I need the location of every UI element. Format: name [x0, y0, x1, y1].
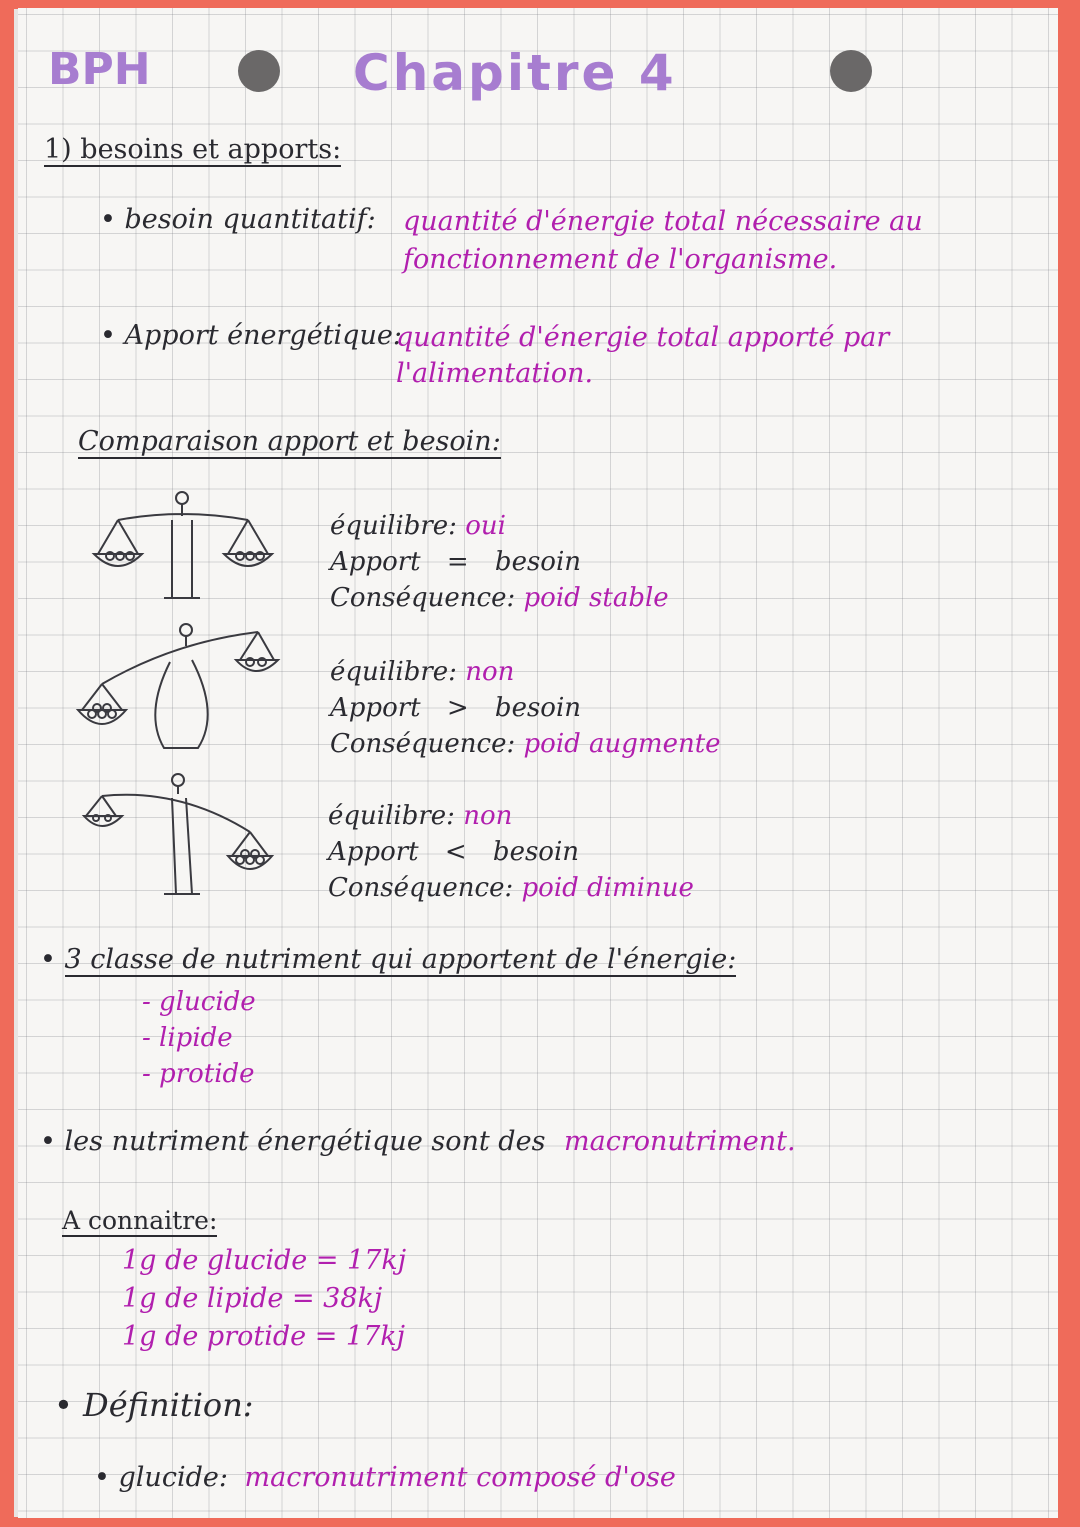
bullet: •	[100, 204, 125, 235]
equilibre-value: non	[465, 657, 515, 687]
row-equals: =	[315, 1245, 339, 1276]
definition-term: glucide:	[118, 1462, 228, 1493]
definition-text: macronutriment composé d'ose	[244, 1462, 676, 1493]
energy-values-list	[122, 1242, 406, 1356]
chapter-title: Chapitre 4	[353, 44, 677, 102]
row-nutrient: lipide	[206, 1283, 284, 1314]
row-value: 17kj	[347, 1245, 407, 1276]
nutrients-heading-row	[40, 944, 736, 975]
definition-besoin-line2: fonctionnement de l'organisme.	[403, 244, 838, 275]
row-equals: =	[291, 1283, 315, 1314]
row-value: 38kj	[323, 1283, 383, 1314]
a-connaitre-heading: A connaitre:	[62, 1206, 218, 1235]
bullet: •	[54, 1386, 84, 1424]
term-apport-energetique: Apport énergétique:	[124, 320, 402, 351]
row-value: 17kj	[345, 1321, 406, 1352]
comparison-case-1	[330, 508, 669, 616]
nutrients-heading: 3 classe de nutriment qui apportent de l'énergie:	[64, 944, 737, 975]
equilibre-value: oui	[465, 511, 506, 541]
definition-heading: Définition:	[83, 1386, 254, 1424]
row-equals: =	[314, 1321, 338, 1352]
apport-label: Apport	[328, 837, 419, 867]
definition-apport-line1: quantité d'énergie total apporté par	[396, 322, 890, 353]
consequence-label: Conséquence:	[330, 583, 516, 613]
definition-glucide-row	[94, 1462, 676, 1493]
statement-highlight: macronutriment.	[564, 1126, 796, 1157]
nutrient-list	[142, 984, 256, 1092]
definition-besoin-line1: quantité d'énergie total nécessaire au	[403, 206, 923, 237]
row-prefix: 1g de	[122, 1321, 199, 1352]
overweight-scale-drawing	[74, 614, 284, 754]
comparison-case-2	[330, 654, 721, 762]
consequence-label: Conséquence:	[330, 729, 516, 759]
bullet: •	[100, 320, 125, 351]
equilibre-label: équilibre:	[330, 657, 457, 687]
nutrient-item-glucide: - glucide	[142, 987, 256, 1017]
consequence-label: Conséquence:	[328, 873, 514, 903]
energy-row-protide	[122, 1318, 406, 1356]
punch-hole-left	[238, 50, 280, 92]
consequence-value: poid augmente	[523, 729, 721, 759]
consequence-value: poid stable	[523, 583, 669, 613]
page-border-left	[0, 0, 14, 1527]
besoin-label: besoin	[492, 837, 580, 867]
equilibre-label: équilibre:	[328, 801, 455, 831]
energy-row-glucide	[122, 1242, 406, 1280]
relation-symbol: >	[446, 693, 469, 723]
relation-symbol: =	[446, 547, 469, 577]
energy-row-lipide	[122, 1280, 406, 1318]
consequence-value: poid diminue	[521, 873, 694, 903]
equilibre-label: équilibre:	[330, 511, 457, 541]
term-besoin-quantitatif: besoin quantitatif:	[124, 204, 376, 235]
statement-text: les nutriment énergétique sont des	[64, 1126, 546, 1157]
balanced-scale-drawing	[88, 486, 298, 606]
comparison-heading: Comparaison apport et besoin:	[78, 426, 501, 457]
subject-title: BPH	[48, 44, 151, 95]
apport-label: Apport	[330, 693, 421, 723]
definition-item-besoin	[100, 204, 376, 235]
relation-symbol: <	[444, 837, 467, 867]
row-nutrient: protide	[206, 1321, 307, 1352]
macronutrient-statement	[40, 1126, 796, 1157]
besoin-label: besoin	[494, 693, 582, 723]
apport-label: Apport	[330, 547, 421, 577]
definition-item-apport	[100, 320, 402, 351]
section-heading-besoins: 1) besoins et apports:	[44, 134, 342, 165]
besoin-label: besoin	[494, 547, 582, 577]
underweight-scale-drawing	[80, 770, 280, 900]
equilibre-value: non	[463, 801, 513, 831]
row-prefix: 1g de	[122, 1283, 199, 1314]
bullet: •	[94, 1462, 119, 1493]
row-nutrient: glucide	[206, 1245, 308, 1276]
bullet: •	[40, 944, 65, 975]
nutrient-item-lipide: - lipide	[142, 1023, 233, 1053]
comparison-case-3	[328, 798, 694, 906]
row-prefix: 1g de	[122, 1245, 199, 1276]
nutrient-item-protide: - protide	[142, 1059, 255, 1089]
definition-apport-line2: l'alimentation.	[396, 358, 594, 389]
page-border-right	[1058, 0, 1080, 1527]
definition-heading-row	[54, 1386, 254, 1424]
notebook-page	[18, 8, 1058, 1518]
page-border-bottom	[0, 1517, 1080, 1527]
punch-hole-right	[830, 50, 872, 92]
bullet: •	[40, 1126, 65, 1157]
